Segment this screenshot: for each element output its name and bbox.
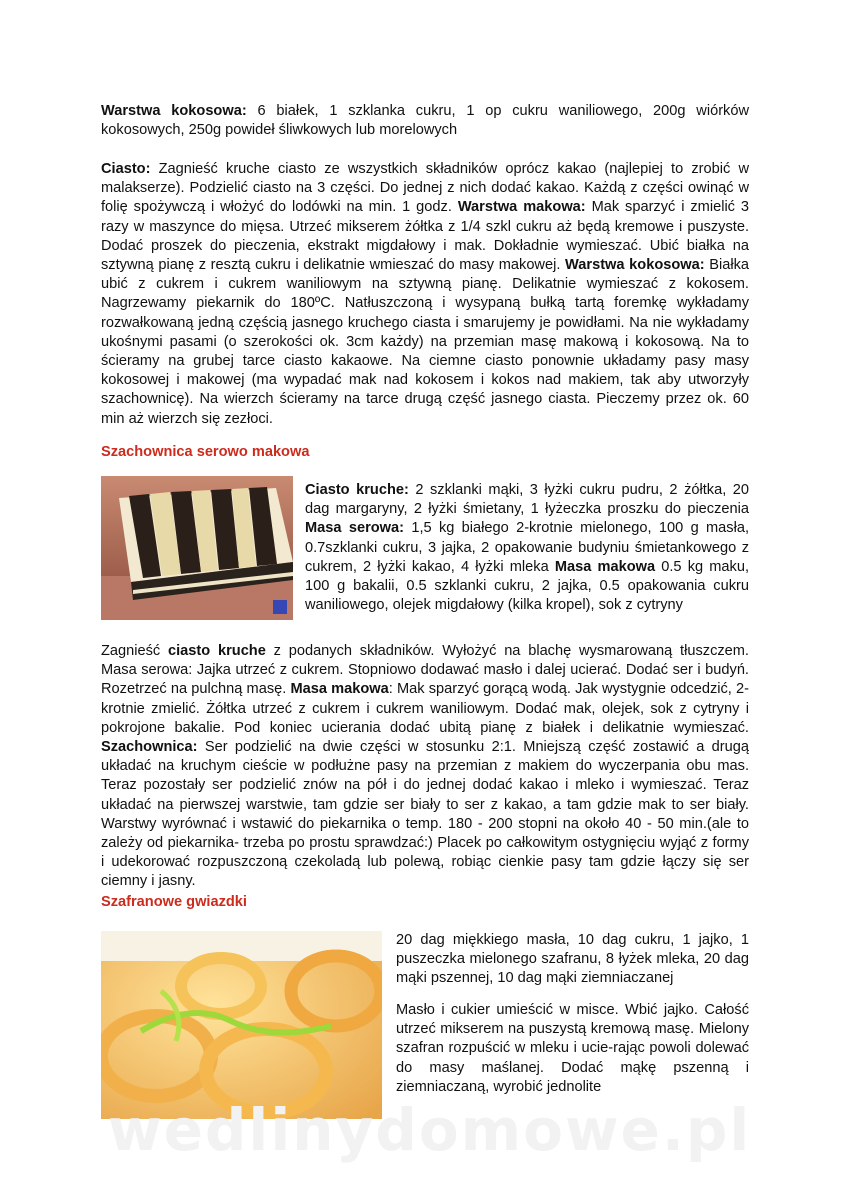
checkerboard-cake-image <box>101 476 293 620</box>
label-poppy-layer: Warstwa makowa: <box>457 199 586 216</box>
ingredients-coconut-layer <box>101 102 749 140</box>
saffron-cookies-image <box>101 931 382 1119</box>
text-cheese-steps: z podanych składników. Wyłożyć na blachę wysmarowaną tłuszczem. Masa serowa: Jajka utrzeć z cukrem. Stopniowo dodawać masło i dalej ucierać. Dodać ser i budyń. Rozetrzeć na pulchną masę. <box>101 643 749 698</box>
label-poppy-mass-2: Masa makowa <box>290 681 389 698</box>
text-checkerboard-steps: Ser podzielić na dwie części w stosunku 2:1. Mniejszą część zostawić a drugą układać na kruchym cieście w podłużne pasy na przemian z makiem do wyczerpania obu mas. Teraz pozostały ser podzielić znów na pół i do jednej dodać kakao i mleko i wymieszać. Teraz układać na pierwszej warstwie, tam gdzie ser biały to ser z kakao, a tam gdzie mak to ser biały. Warstwy wyrównać i wstawić do piekarnika o temp. 180 - 200 stopni na około 40 - 50 min.(ale to zależy od piekarnika- trzeba po prostu sprawdzać:) Placek po całkowitym ostygnięciu wyjąć z formy i udekorować rozpuszczoną czekoladą lub polewą, robiąc cienkie pasy tam gdzie łączy się ser ciemny i jasny. <box>101 739 749 890</box>
text-poppy-layer: Mak sparzyć i zmielić 3 razy w maszynce do mięsa. Utrzeć mikserem żółtka z 1/4 szkl cukru aż będą kremowe i puszyste. Dodać proszek do pieczenia, ekstrakt migdałowy i mak. Dokładnie wymieszać. Ubić białka na sztywną pianę z resztą cukru i delikatnie wmieszać do masy makowej. <box>101 199 750 274</box>
text-coconut-layer-2: Białka ubić z cukrem i cukrem waniliowym na sztywną pianę. Delikatnie wymieszać z kokosem. Nagrzewamy piekarnik do 180ºC. Natłuszczoną i wysypaną bułką tartą foremkę wykładamy rozwałkowaną jedną częścią jasnego kruchego ciasta i smarujemy je powidłami. Na nie wykładamy ukośnymi pasami (o szerokości ok. 3cm każdy) na przemian masę makową i kokosową. Na to ścieramy na grubej tarce ciasto kakaowe. Na ciemne ciasto ponownie układamy pasy masy kokosowej i makowej (ma wypadać mak nad kokosem i kokos nad makiem, tak aby utworzyły szachownicę). Na wierzch ścieramy na tarce drugą część jasnego ciasta. Pieczemy przez ok. 60 min aż wierzch się zezłoci. <box>101 257 749 427</box>
text-knead: Zagnieść <box>101 643 169 659</box>
text-poppy-mass: 0.5 kg maku, 100 g bakalii, 0.5 szklanki cukru, 2 jajka, 0.5 opakowania cukru waniliowego, olejek migdałowy (kilka kropel), sok z cytryny <box>305 558 749 614</box>
heading-cheese-poppy-checkerboard: Szachownica serowo makowa <box>101 444 310 460</box>
text-shortcrust: 2 szklanki mąki, 3 łyżki cukru pudru, 2 żółtka, 20 dag margaryny, 2 łyżki śmietany, 1 łyżeczka proszku do pieczenia <box>305 482 749 518</box>
label-shortcrust-2: ciasto kruche <box>168 643 266 659</box>
label-dough: Ciasto: <box>101 161 151 177</box>
text-cheese-mass: 1,5 kg białego 2-krotnie mielonego, 100 g masła, 0.7szklanki cukru, 3 jajka, 2 opakowanie budyniu śmietankowego z cukrem, 2 łyżki kakao, 4 łyżki mleka <box>305 520 750 575</box>
label-checkerboard: Szachownica: <box>101 739 198 756</box>
heading-saffron-stars: Szafranowe gwiazdki <box>101 894 247 910</box>
instructions-paragraph-1 <box>101 160 749 429</box>
text-coconut-layer: 6 białek, 1 szklanka cukru, 1 op cukru waniliowego, 200g wiórków kokosowych, 250g powideł śliwkowych lub morelowych <box>101 103 750 139</box>
label-coconut-layer: Warstwa kokosowa: <box>101 103 247 119</box>
text-poppy-steps: : Mak sparzyć gorącą wodą. Jak wystygnie odcedzić, 2-krotnie zmielić. Żółtka utrzeć z cukrem i cukrem waniliowym. Dodać mak, olejek, sok z cytryny i pokrojone bakalie. Pod koniec ucierania dodać ubitą pianę z białek i delikatnie wymieszać. <box>101 681 749 736</box>
label-shortcrust: Ciasto kruche: <box>305 482 409 498</box>
ingredients-saffron-stars: 20 dag miękkiego masła, 10 dag cukru, 1 jajko, 1 puszeczka mielonego szafranu, 8 łyżek mleka, 20 dag mąki pszennej, 10 dag mąki ziemniaczanej <box>396 932 749 987</box>
instructions-saffron-stars: Masło i cukier umieścić w misce. Wbić jajko. Całość utrzeć mikserem na puszystą kremową masę. Mielony szafran rozpuścić w mleku i ucie-rając powoli dolewać do masy maślanej. Dodać mąkę pszenną i ziemniaczaną, wyrobić jednolite <box>396 1002 749 1095</box>
ingredients-checkerboard <box>305 481 749 615</box>
label-cheese-mass: Masa serowa: <box>305 520 404 537</box>
watermark: wedlinydomowe.pl <box>108 1096 752 1164</box>
text-dough: Zagnieść kruche ciasto ze wszystkich składników oprócz kakao (najlepiej to zrobić w malakserze). Podzielić ciasto na 3 części. Do jednej z nich dodać kakao. Każdą z części owinąć w folię spożywczą i włożyć do lodówki na min. 1 godz. <box>101 161 749 216</box>
label-poppy-mass: Masa makowa <box>554 558 656 575</box>
label-coconut-layer-2: Warstwa kokosowa: <box>565 257 705 274</box>
instructions-checkerboard <box>101 642 749 892</box>
